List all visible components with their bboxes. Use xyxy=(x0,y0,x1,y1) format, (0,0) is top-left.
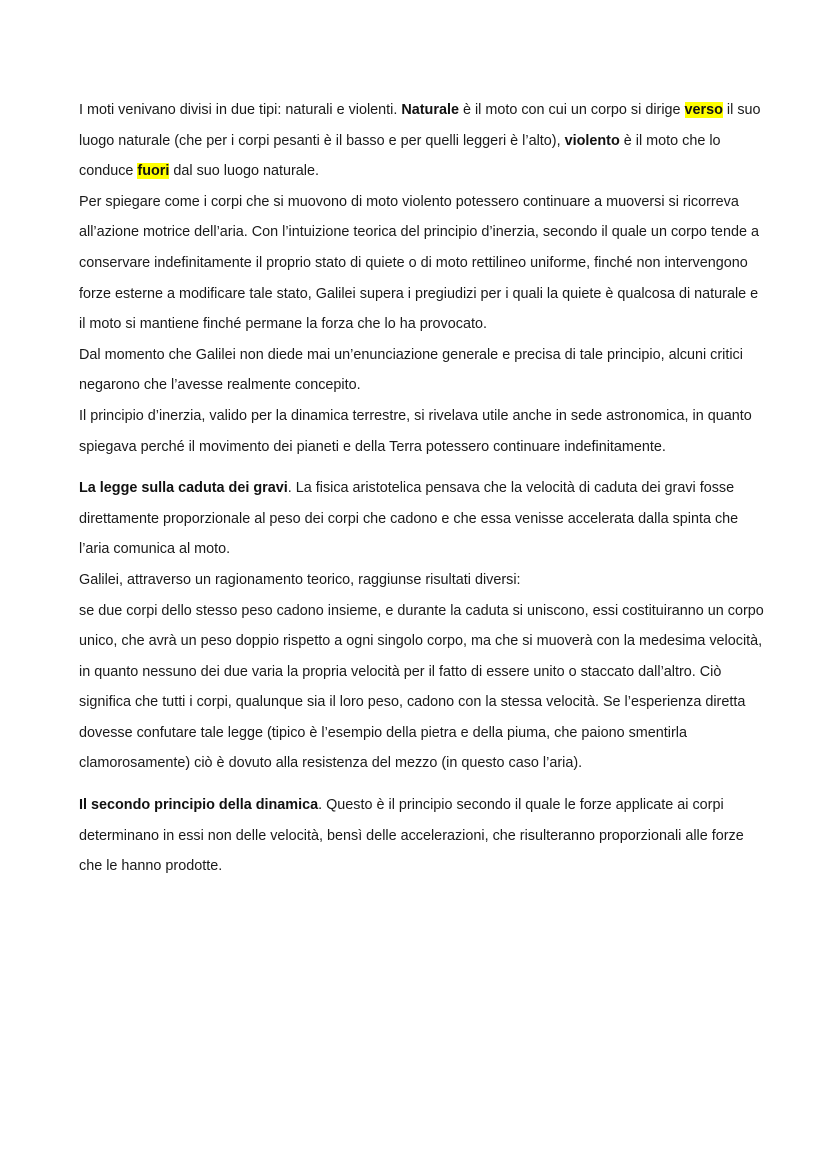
paragraph-caduta-gravi xyxy=(79,473,764,565)
text-span: I moti venivano divisi in due tipi: naturali e violenti. xyxy=(79,102,402,118)
paragraph-due-corpi: se due corpi dello stesso peso cadono insieme, e durante la caduta si uniscono, essi costituiranno un corpo unico, che avrà un peso doppio rispetto a ogni singolo corpo, ma che si muoverà con la medesima velocità, in quanto nessuno dei due varia la propria velocità per il fatto di essere unito o staccato dall’altro. Ciò significa che tutti i corpi, qualunque sia il loro peso, cadono con la stessa velocità. Se l’esperienza diretta dovesse confutare tale legge (tipico è l’esempio della pietra e della piuma, che paiono smentirla clamorosamente) ciò è dovuto alla resistenza del mezzo (in questo caso l’aria). xyxy=(79,602,764,772)
text-span: . La fisica aristotelica pensava che la velocità di caduta dei gravi fosse direttamente proporzionale al peso dei corpi che cadono e che essa venisse accelerata dalla spinta che l’aria comunica al moto. xyxy=(79,480,739,558)
document-page xyxy=(79,95,764,882)
paragraph-galilei-ragionamento: Galilei, attraverso un ragionamento teorico, raggiunse risultati diversi: xyxy=(79,571,521,588)
paragraph-astronomia: Il principio d’inerzia, valido per la dinamica terrestre, si rivelava utile anche in sede astronomica, in quanto spiegava perché il movimento dei pianeti e della Terra potessero continuare indefinitamente. xyxy=(79,407,752,455)
text-span: il suo luogo naturale (che per i corpi pesanti è il basso e per quelli leggeri è l’alto), xyxy=(79,102,761,149)
bold-term-naturale: Naturale xyxy=(401,102,459,118)
paragraph-inerzia: Per spiegare come i corpi che si muovono di moto violento potessero continuare a muoversi si ricorreva all’azione motrice dell’aria. Con l’intuizione teorica del principio d’inerzia, secondo il quale un corpo tende a conservare indefinitamente il proprio stato di quiete o di moto rettilineo uniforme, finché non intervengono forze esterne a modificare tale stato, Galilei supera i pregiudizi per i quali la quiete è qualcosa di naturale e il moto si mantiene finché permane la forza che lo ha provocato. xyxy=(79,193,759,333)
text-span: è il moto con cui un corpo si dirige xyxy=(458,102,685,118)
paragraph-secondo-principio xyxy=(79,790,764,882)
section-heading-caduta-gravi: La legge sulla caduta dei gravi xyxy=(79,480,288,497)
section-heading-secondo-principio: Il secondo principio della dinamica xyxy=(79,797,319,814)
text-span: . Questo è il principio secondo il quale le forze applicate ai corpi determinano in essi non delle velocità, bensì delle accelerazioni, che risulteranno proporzionali alle forze che le hanno prodotte. xyxy=(79,797,744,875)
text-span: dal suo luogo naturale. xyxy=(169,163,320,180)
highlighted-term-verso: verso xyxy=(684,102,723,118)
bold-term-violento: violento xyxy=(564,132,620,149)
paragraph-enunciazione: Dal momento che Galilei non diede mai un’enunciazione generale e precisa di tale principio, alcuni critici negarono che l’avesse realmente concepito. xyxy=(79,346,743,394)
text-span: è il moto che lo conduce xyxy=(79,132,721,180)
paragraph-moti xyxy=(79,95,764,187)
highlighted-term-fuori: fuori xyxy=(137,163,170,180)
